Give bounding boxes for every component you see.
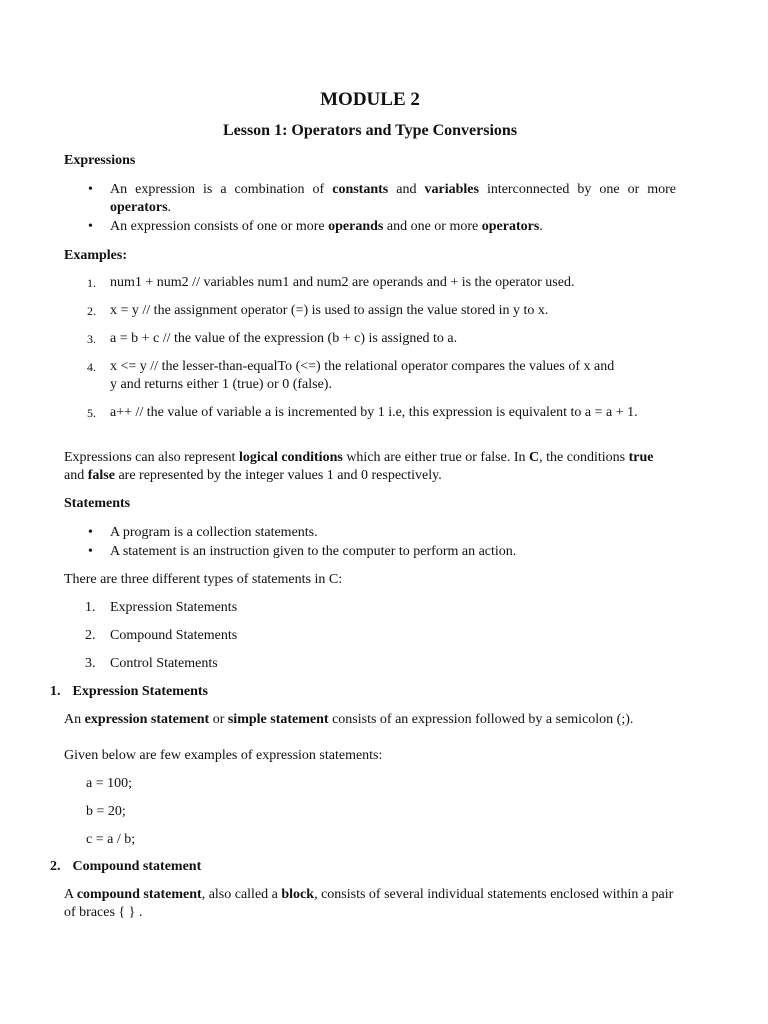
bullet-icon: •	[88, 544, 93, 559]
bold-term: operands	[328, 219, 384, 234]
text-run: .	[539, 219, 543, 234]
code-line: a = 100;	[86, 776, 132, 791]
example-item	[87, 358, 620, 394]
examples-intro: Given below are few examples of expression statements:	[64, 748, 383, 763]
text-run: , consists of several individual statements enclosed within a pair of braces { } .	[64, 887, 674, 920]
bullet-item	[88, 524, 676, 542]
list-number: 4.	[87, 360, 96, 374]
text-run: An expression is a combination of	[110, 182, 333, 197]
text-run: and	[64, 468, 88, 483]
text-run: , also called a	[201, 887, 282, 902]
section-heading-expression-statements	[50, 683, 208, 701]
bold-term: block	[281, 887, 315, 902]
statements-heading: Statements	[64, 496, 131, 511]
statement-type-text: Control Statements	[110, 656, 218, 671]
code-line: b = 20;	[86, 804, 126, 819]
section-number: 2.	[50, 859, 61, 874]
list-number: 3.	[87, 332, 96, 346]
rich-text	[64, 712, 633, 727]
section-heading-compound-statement	[50, 858, 201, 876]
list-number: 1.	[85, 600, 96, 615]
rich-text	[110, 525, 318, 540]
example-item	[87, 302, 676, 320]
examples-heading: Examples:	[64, 248, 127, 263]
bold-term: logical conditions	[238, 450, 343, 465]
statement-type-item	[85, 627, 676, 645]
text-run: A	[64, 887, 77, 902]
bullet-icon: •	[88, 182, 93, 197]
module-title: MODULE 2	[320, 89, 420, 110]
text-run: An	[64, 712, 85, 727]
expression-statement-paragraph	[64, 711, 676, 729]
list-number: 5.	[87, 406, 96, 420]
section-title: Expression Statements	[72, 684, 208, 699]
logical-conditions-paragraph	[64, 449, 676, 485]
text-run: .	[167, 200, 172, 215]
rich-text	[110, 219, 543, 234]
statement-type-item	[85, 655, 676, 673]
bullet-icon: •	[88, 219, 93, 234]
bullet-item	[88, 543, 676, 561]
example-item	[87, 404, 676, 422]
rich-text	[110, 544, 516, 559]
lesson-title: Lesson 1: Operators and Type Conversions	[222, 122, 518, 139]
rich-text	[64, 887, 673, 920]
bold-term: constants	[332, 182, 389, 197]
text-run: , the conditions	[539, 450, 629, 465]
example-text: x <= y // the lesser-than-equalTo (<=) the relational operator compares the values of x and y and returns either 1 (true) or 0 (false).	[110, 359, 615, 392]
rich-text	[110, 182, 676, 215]
bold-term: compound statement	[76, 887, 202, 902]
expressions-heading: Expressions	[64, 153, 136, 168]
example-item	[87, 274, 676, 292]
bold-term: operators	[110, 200, 168, 215]
example-text: a = b + c // the value of the expression (b + c) is assigned to a.	[110, 331, 458, 346]
example-item	[87, 330, 676, 348]
bold-term: expression statement	[84, 712, 210, 727]
code-line: c = a / b;	[86, 832, 136, 847]
example-text: x = y // the assignment operator (=) is used to assign the value stored in y to x.	[110, 303, 549, 318]
list-number: 1.	[87, 276, 96, 290]
section-number: 1.	[50, 684, 61, 699]
bold-term: true	[628, 450, 654, 465]
text-run: A program is a collection statements.	[110, 525, 318, 540]
compound-statement-paragraph	[64, 886, 676, 922]
section-title: Compound statement	[72, 859, 202, 874]
statement-types-intro: There are three different types of statements in C:	[64, 572, 343, 587]
text-run: An expression consists of one or more	[110, 219, 329, 234]
text-run: Expressions can also represent	[64, 450, 239, 465]
bullet-item	[88, 218, 676, 236]
bullet-item	[88, 181, 677, 217]
text-run: and one or more	[383, 219, 482, 234]
text-run: interconnected by one or more	[478, 182, 677, 197]
statement-type-text: Compound Statements	[110, 628, 238, 643]
rich-text	[64, 450, 653, 483]
text-run: consists of an expression followed by a semicolon (;).	[328, 712, 634, 727]
statement-type-item	[85, 599, 676, 617]
bold-term: variables	[424, 182, 479, 197]
list-number: 3.	[85, 656, 96, 671]
bold-term: simple statement	[227, 712, 329, 727]
text-run: are represented by the integer values 1 and 0 respectively.	[114, 468, 442, 483]
text-run: A statement is an instruction given to the computer to perform an action.	[110, 544, 517, 559]
bold-term: false	[87, 468, 115, 483]
text-run: or	[209, 712, 228, 727]
example-text: a++ // the value of variable a is incremented by 1 i.e, this expression is equivalent to a = a + 1.	[110, 405, 638, 420]
bullet-icon: •	[88, 525, 93, 540]
text-run: and	[388, 182, 425, 197]
statement-type-text: Expression Statements	[110, 600, 238, 615]
bold-term: operators	[481, 219, 540, 234]
bold-term: C	[529, 450, 540, 465]
list-number: 2.	[85, 628, 96, 643]
list-number: 2.	[87, 304, 96, 318]
example-text: num1 + num2 // variables num1 and num2 are operands and + is the operator used.	[110, 275, 575, 290]
text-run: which are either true or false. In	[342, 450, 530, 465]
